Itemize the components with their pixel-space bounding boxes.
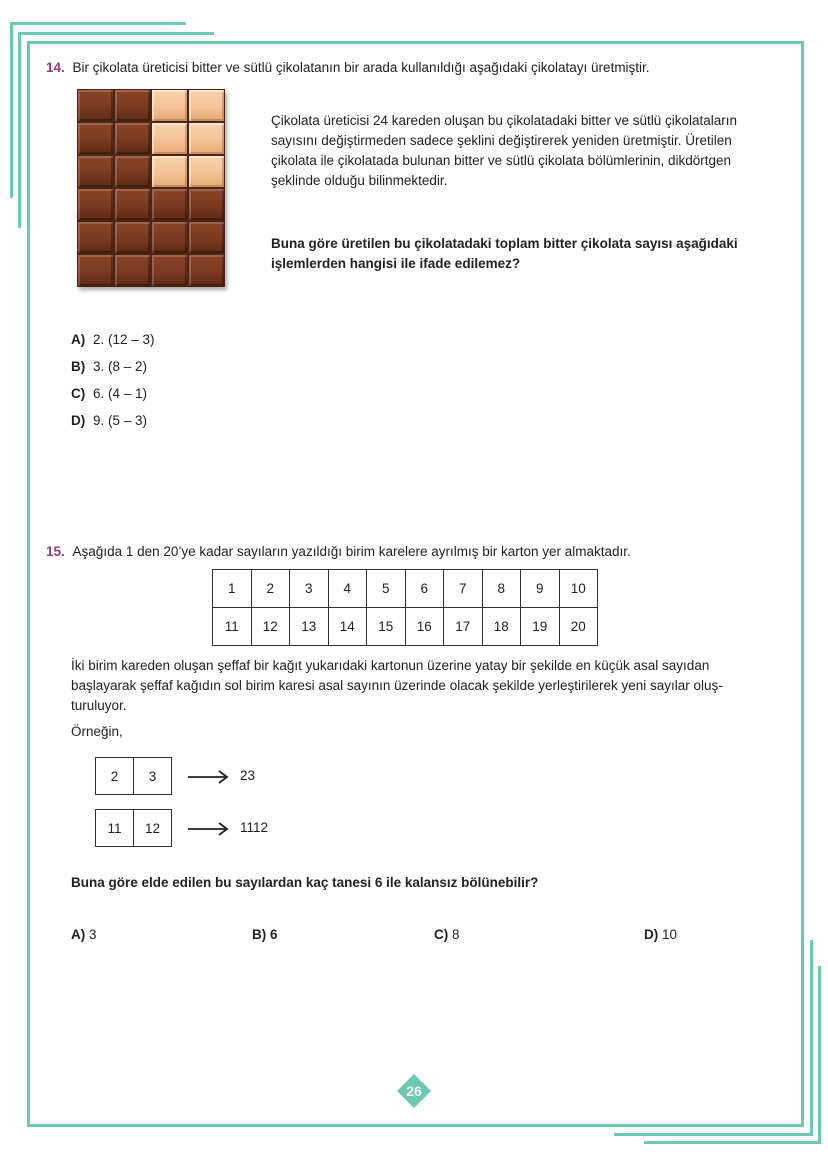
dark-chocolate-piece [78, 189, 113, 220]
option-text: 3. (8 – 2) [93, 359, 148, 374]
option-letter: C) [71, 386, 86, 401]
option-text: 3 [89, 927, 97, 942]
answer-option[interactable] [71, 413, 147, 428]
table-cell: 11 [213, 608, 252, 646]
stem-text: Aşağıda 1 den 20’ye kadar sayıların yazıldığı birim karelere ayrılmış bir karton yer almaktadır. [72, 544, 631, 559]
example-result: 1112 [240, 820, 269, 835]
dark-chocolate-piece [78, 222, 113, 253]
table-cell: 3 [290, 570, 329, 608]
page-number-badge [396, 1073, 432, 1109]
question-number: 14. [46, 60, 65, 75]
dark-chocolate-piece [189, 189, 224, 220]
dark-chocolate-piece [189, 222, 224, 253]
dark-chocolate-piece [115, 156, 150, 187]
frame-line [614, 1133, 810, 1136]
frame-line [644, 1141, 820, 1144]
table-row [213, 570, 598, 608]
table-cell: 12 [251, 608, 290, 646]
example-transparent-paper [95, 757, 172, 795]
table-cell: 10 [559, 570, 598, 608]
table-cell: 13 [290, 608, 329, 646]
stem-text: Bir çikolata üreticisi bitter ve sütlü çikolatanın bir arada kullanıldığı aşağıdaki çikolatayı üretmiştir. [72, 60, 650, 75]
table-cell: 15 [367, 608, 406, 646]
table-cell: 5 [367, 570, 406, 608]
right-arrow-icon [187, 821, 229, 837]
dark-chocolate-piece [189, 255, 224, 286]
question-number: 15. [46, 544, 65, 559]
dark-chocolate-piece [115, 90, 150, 121]
question-14-paragraph: Çikolata üreticisi 24 kareden oluşan bu çikolatadaki bitter ve sütlü çikolataların sayısını değiştirmeden sadece şeklini değiştirerek yeniden üretmiştir. Üretilen çikolata ile çikolatada bulunan bitter ve sütlü çikolata bölümlerinin, dikdörtgen şeklinde olduğu bilinmektedir. [271, 113, 738, 188]
dark-chocolate-piece [78, 156, 113, 187]
page-number: 26 [406, 1083, 422, 1099]
right-arrow-icon [187, 769, 229, 785]
dark-chocolate-piece [78, 255, 113, 286]
option-letter: D) [71, 413, 86, 428]
answer-option[interactable] [644, 927, 677, 942]
option-text: 6 [270, 927, 278, 942]
frame-line [810, 940, 813, 1136]
table-cell: 19 [521, 608, 560, 646]
dark-chocolate-piece [115, 255, 150, 286]
answer-option[interactable] [71, 359, 147, 374]
table-cell: 14 [328, 608, 367, 646]
answer-option[interactable] [434, 927, 460, 942]
option-text: 10 [662, 927, 678, 942]
answer-option[interactable] [252, 927, 278, 942]
question-14-prompt: Buna göre üretilen bu çikolatadaki toplam bitter çikolata sayısı aşağıdaki işlemlerden hangisi ile ifade edilemez? [271, 236, 738, 271]
dark-chocolate-piece [152, 255, 187, 286]
question-15-stem [46, 542, 786, 562]
answer-option[interactable] [71, 332, 155, 347]
dark-chocolate-piece [78, 123, 113, 154]
milk-chocolate-piece [152, 123, 187, 154]
milk-chocolate-piece [189, 156, 224, 187]
question-15-prompt: Buna göre elde edilen bu sayılardan kaç tanesi 6 ile kalansız bölünebilir? [71, 875, 539, 890]
table-cell: 18 [482, 608, 521, 646]
frame-line [18, 32, 214, 35]
table-cell: 17 [444, 608, 483, 646]
dark-chocolate-piece [78, 90, 113, 121]
dark-chocolate-piece [152, 189, 187, 220]
example-label: Örneğin, [71, 724, 123, 739]
dark-chocolate-piece [115, 189, 150, 220]
dark-chocolate-piece [115, 222, 150, 253]
table-cell: 4 [328, 570, 367, 608]
table-cell: 7 [444, 570, 483, 608]
example-transparent-paper [95, 809, 172, 847]
option-text: 6. (4 – 1) [93, 386, 148, 401]
table-cell: 20 [559, 608, 598, 646]
question-14-stem [46, 58, 786, 78]
milk-chocolate-piece [152, 156, 187, 187]
option-letter: B) [71, 359, 86, 374]
example-result: 23 [240, 768, 256, 783]
option-letter: A) [71, 332, 86, 347]
option-letter: A) [71, 927, 86, 942]
option-letter: B) [252, 927, 267, 942]
answer-option[interactable] [71, 386, 147, 401]
table-cell: 8 [482, 570, 521, 608]
option-text: 9. (5 – 3) [93, 413, 148, 428]
example-cell: 3 [134, 758, 172, 795]
milk-chocolate-piece [189, 90, 224, 121]
example-cell: 12 [134, 810, 172, 847]
option-letter: D) [644, 927, 659, 942]
table-row [213, 608, 598, 646]
frame-line [18, 32, 21, 228]
dark-chocolate-piece [152, 222, 187, 253]
table-cell: 9 [521, 570, 560, 608]
chocolate-bar-figure [77, 89, 225, 287]
frame-line [818, 966, 821, 1144]
milk-chocolate-piece [152, 90, 187, 121]
table-cell: 16 [405, 608, 444, 646]
table-cell: 1 [213, 570, 252, 608]
number-grid-table [212, 569, 598, 646]
frame-line [10, 22, 186, 25]
dark-chocolate-piece [115, 123, 150, 154]
table-cell: 6 [405, 570, 444, 608]
answer-option[interactable] [71, 927, 97, 942]
table-cell: 2 [251, 570, 290, 608]
frame-line [10, 22, 13, 198]
option-text: 8 [452, 927, 460, 942]
option-letter: C) [434, 927, 449, 942]
milk-chocolate-piece [189, 123, 224, 154]
example-cell: 11 [96, 810, 134, 847]
option-text: 2. (12 – 3) [93, 332, 155, 347]
example-cell: 2 [96, 758, 134, 795]
question-15-paragraph: İki birim kareden oluşan şeffaf bir kağıt yukarıdaki kartonun üzerine yatay bir şekilde en küçük asal sayıdan başlayarak şeffaf kağıdın sol birim karesi asal sayının üzerinde olacak şekilde yerleştirilerek yeni sayılar oluş-turuluyor. [71, 658, 723, 713]
